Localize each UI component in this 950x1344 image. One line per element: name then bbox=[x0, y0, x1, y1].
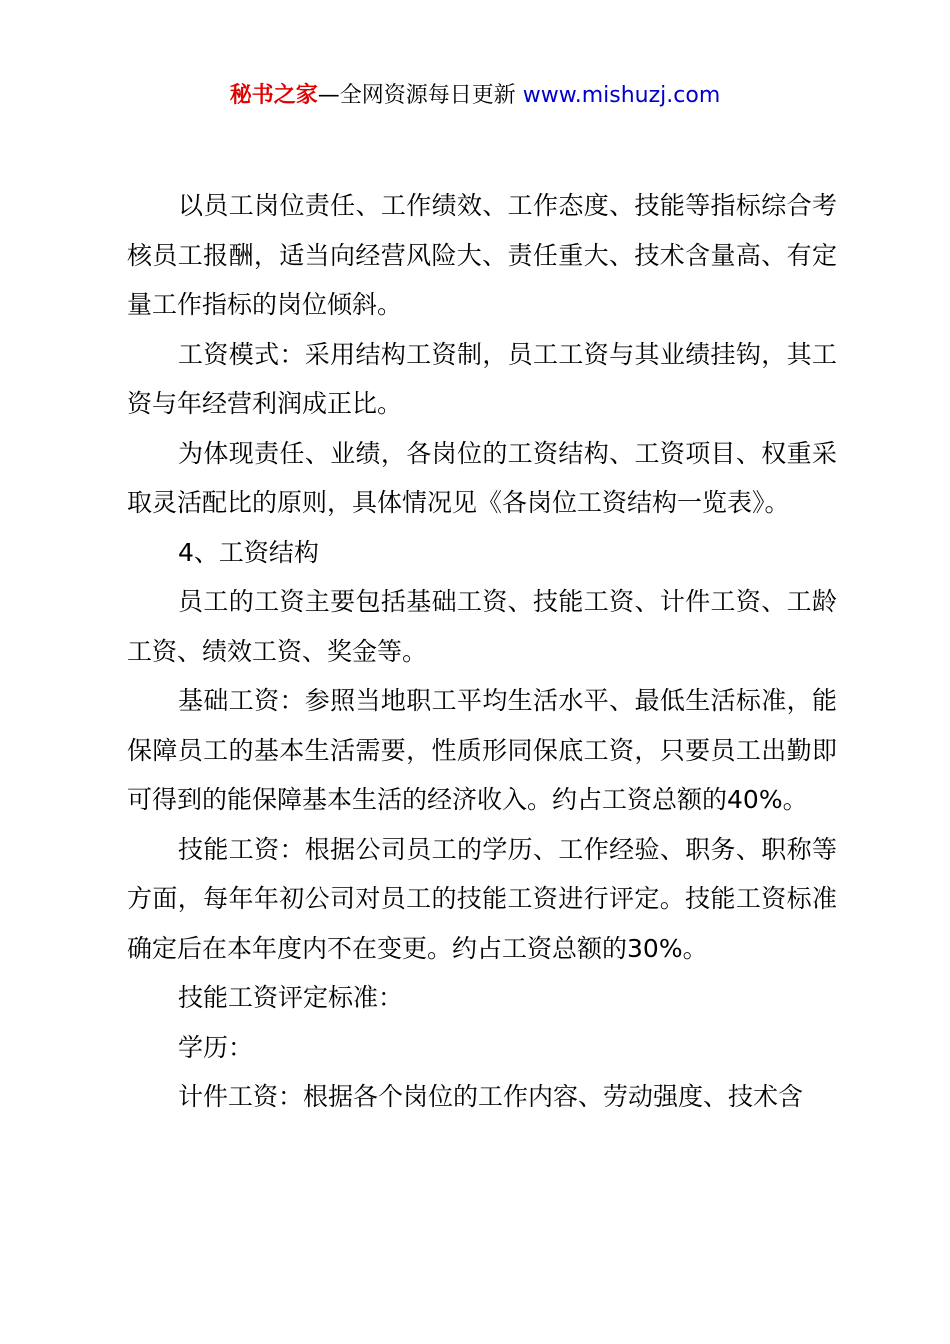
paragraph-base-salary: 基础工资：参照当地职工平均生活水平、最低生活标准，能保障员工的基本生活需要，性质形同保底工资，只要员工出勤即可得到的能保障基本生活的经济收入。约占工资总额的40%。 bbox=[127, 686, 837, 814]
paragraph-evaluation-basis: 以员工岗位责任、工作绩效、工作态度、技能等指标综合考核员工报酬，适当向经营风险大、责任重大、技术含量高、有定量工作指标的岗位倾斜。 bbox=[127, 191, 837, 319]
section-heading-salary-structure: 4、工资结构 bbox=[178, 537, 319, 567]
header-url-link[interactable]: www.mishuzj.com bbox=[522, 83, 721, 108]
paragraph-structure-ratio: 为体现责任、业绩，各岗位的工资结构、工资项目、权重采取灵活配比的原则，具体情况见《各岗位工资结构一览表》。 bbox=[127, 438, 837, 517]
paragraph-salary-components: 员工的工资主要包括基础工资、技能工资、计件工资、工龄工资、绩效工资、奖金等。 bbox=[127, 587, 837, 666]
paragraph-salary-model: 工资模式：采用结构工资制，员工工资与其业绩挂钩，其工资与年经营利润成正比。 bbox=[127, 339, 837, 418]
paragraph-piece-rate: 计件工资：根据各个岗位的工作内容、劳动强度、技术含 bbox=[178, 1082, 804, 1111]
document-body bbox=[127, 181, 837, 1122]
header-tagline: —全网资源每日更新 bbox=[317, 83, 516, 108]
page-header bbox=[0, 80, 950, 112]
brand-name: 秘书之家 bbox=[229, 83, 318, 108]
paragraph-skill-salary: 技能工资：根据公司员工的学历、工作经验、职务、职称等方面，每年年初公司对员工的技能工资进行评定。技能工资标准确定后在本年度内不在变更。约占工资总额的30%。 bbox=[127, 834, 837, 963]
paragraph-education: 学历： bbox=[178, 1032, 254, 1062]
paragraph-skill-criteria: 技能工资评定标准： bbox=[178, 983, 404, 1012]
